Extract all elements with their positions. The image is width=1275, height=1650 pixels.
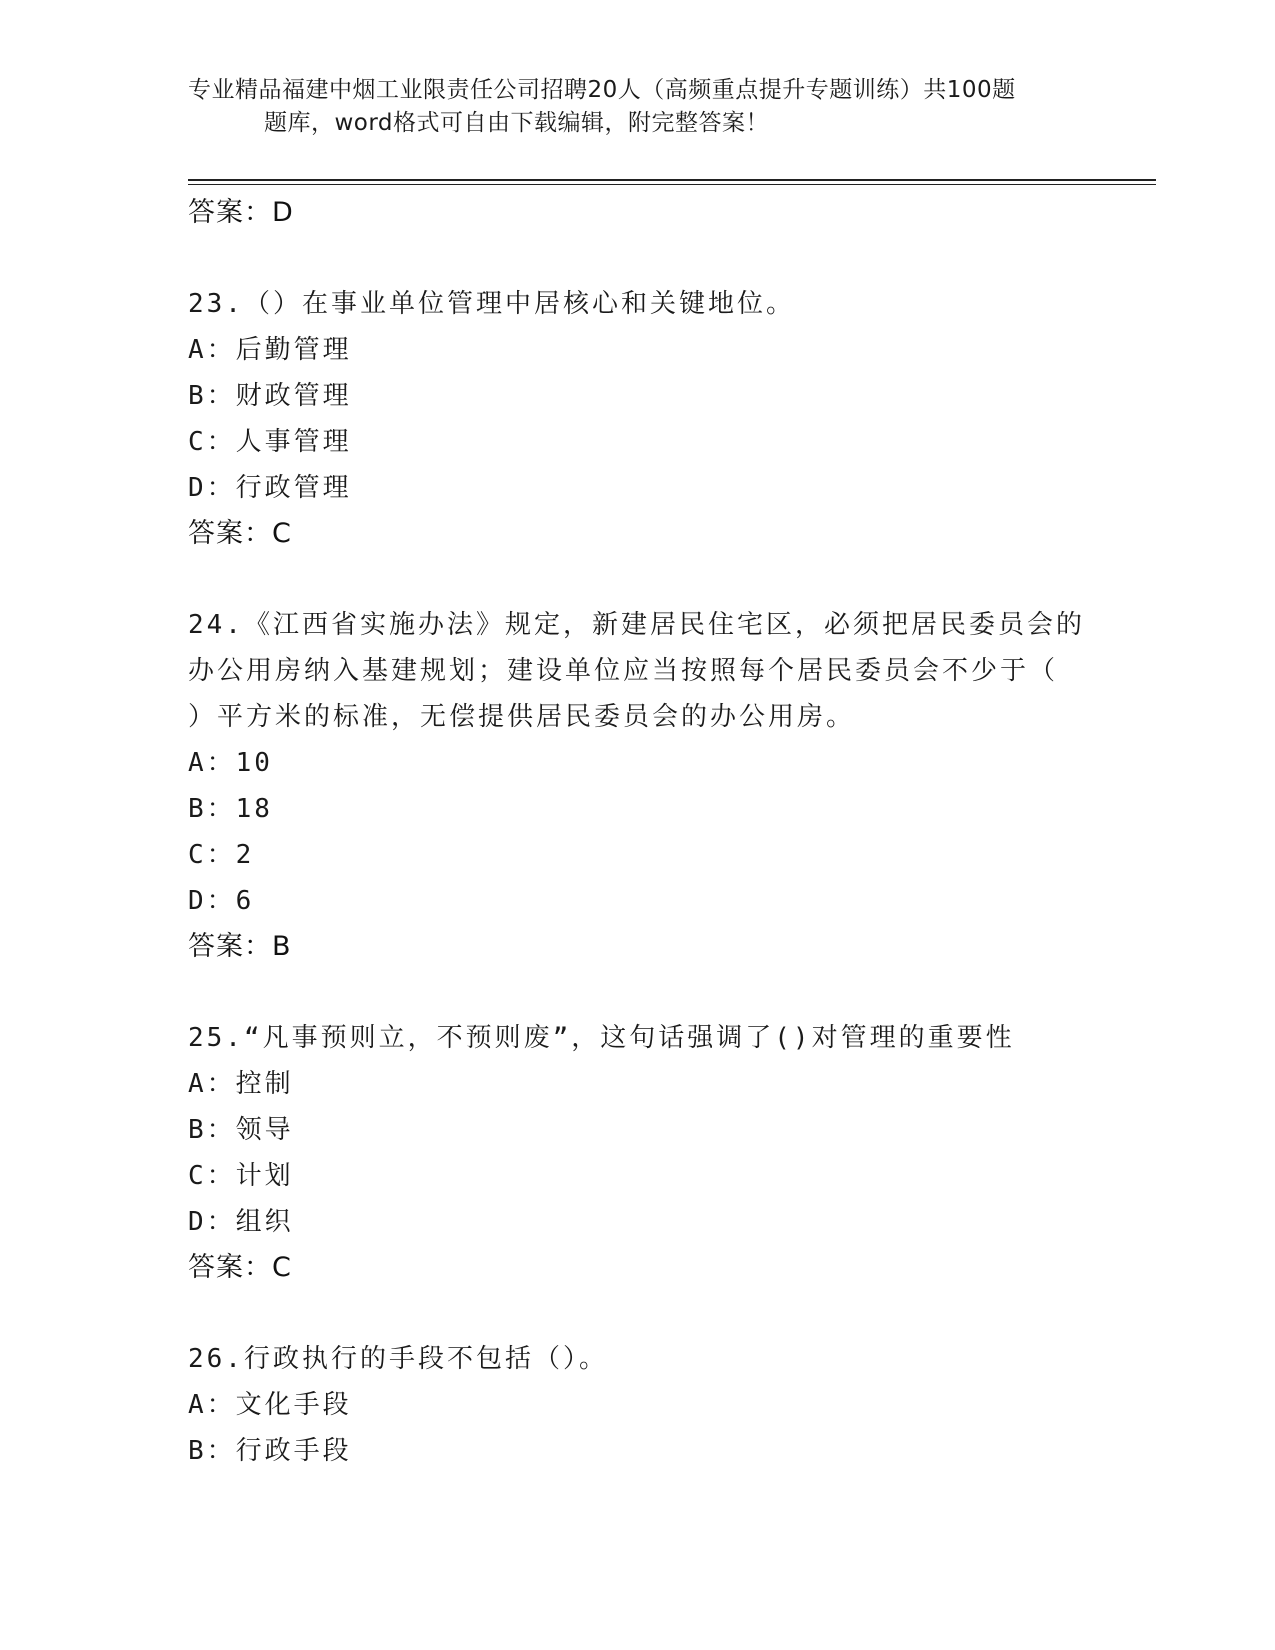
question-block [188, 1015, 1088, 1291]
question-block [188, 1336, 1088, 1474]
question-list [188, 190, 1088, 1474]
question-stem: 25.“凡事预则立，不预则废”，这句话强调了()对管理的重要性 [188, 1023, 1015, 1053]
header-title-line-1: 专业精品福建中烟工业限责任公司招聘20人（高频重点提升专题训练）共100题 [188, 77, 1016, 103]
question-stem-line-3: ）平方米的标准，无偿提供居民委员会的办公用房。 [188, 702, 856, 732]
option-a: A：控制 [188, 1069, 294, 1099]
option-b: B：18 [188, 794, 273, 824]
spacer [188, 236, 1088, 281]
question-stem-line-1: 24.《江西省实施办法》规定，新建居民住宅区，必须把居民委员会的 [188, 610, 1085, 640]
question-stem: 23.（）在事业单位管理中居核心和关键地位。 [188, 289, 795, 319]
option-c: C：2 [188, 840, 255, 870]
option-a: A：10 [188, 748, 273, 778]
answer-line: 答案：D [188, 197, 294, 228]
answer-line: 答案：C [188, 518, 292, 549]
option-c: C：计划 [188, 1161, 294, 1191]
question-block [188, 602, 1088, 970]
option-b: B：财政管理 [188, 381, 352, 411]
option-a: A：文化手段 [188, 1390, 352, 1420]
document-header [188, 74, 1088, 140]
header-divider-thin [188, 184, 1156, 185]
question-stem: 26.行政执行的手段不包括（）。 [188, 1344, 608, 1374]
option-d: D：6 [188, 886, 255, 916]
option-d: D：组织 [188, 1207, 294, 1237]
answer-line: 答案：C [188, 1252, 292, 1283]
option-c: C：人事管理 [188, 427, 352, 457]
question-stem-line-2: 办公用房纳入基建规划；建设单位应当按照每个居民委员会不少于（ [188, 656, 1059, 686]
option-b: B：领导 [188, 1115, 294, 1145]
spacer [188, 970, 1088, 1015]
option-b: B：行政手段 [188, 1436, 352, 1466]
answer-line: 答案：B [188, 931, 292, 962]
option-a: A：后勤管理 [188, 335, 352, 365]
header-title-line-2: 题库，word格式可自由下载编辑，附完整答案！ [264, 110, 770, 136]
question-block [188, 281, 1088, 557]
option-d: D：行政管理 [188, 473, 352, 503]
spacer [188, 557, 1088, 602]
header-divider-thick [188, 179, 1156, 181]
spacer [188, 1291, 1088, 1336]
